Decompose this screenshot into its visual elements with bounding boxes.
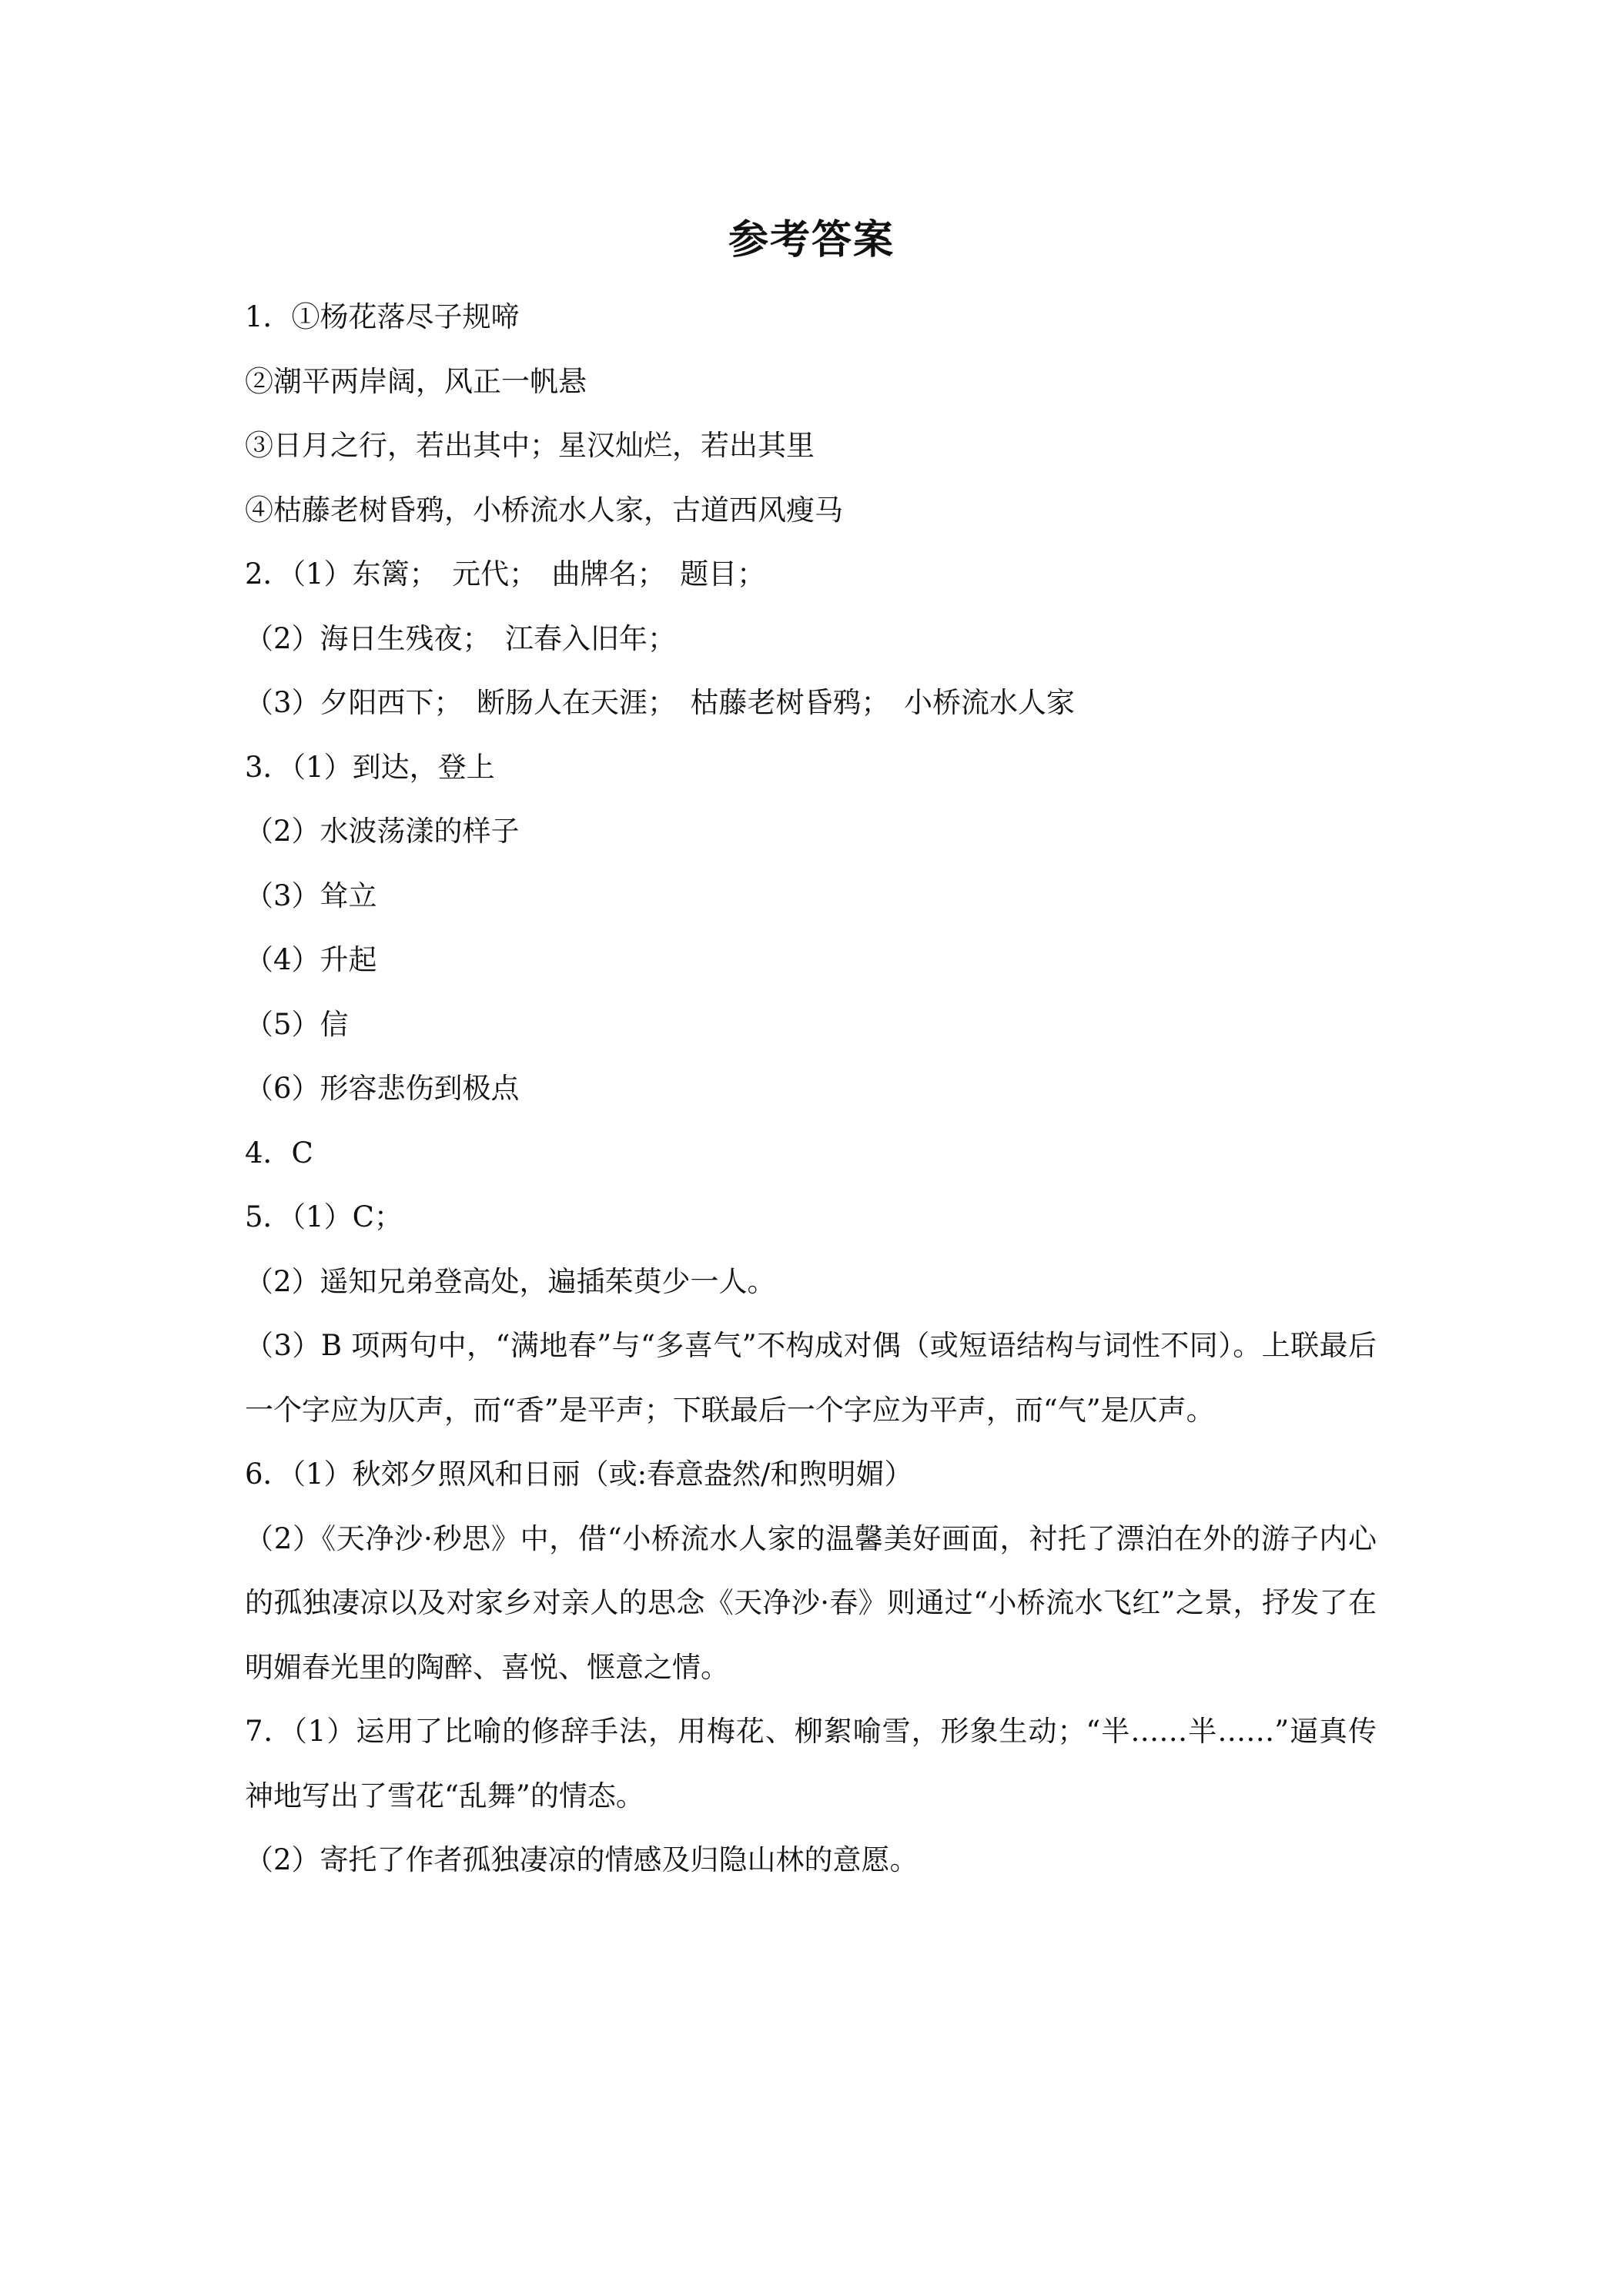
answer-3-part-5: （5）信 [245,1007,349,1041]
answer-3-part-3: （3）耸立 [245,879,377,912]
answer-2-part-3: （3）夕阳西下； 断肠人在天涯； 枯藤老树昏鸦； 小桥流水人家 [245,686,1076,719]
answer-4: 4．C [245,1136,313,1170]
answer-3-part-4: （4）升起 [245,943,377,976]
answer-3-part-1: 3．（1）到达，登上 [245,750,495,784]
answer-1-line-3: ③日月之行，若出其中；星汉灿烂，若出其里 [245,429,815,462]
answer-1-line-2: ②潮平两岸阔，风正一帆悬 [245,364,587,398]
answer-3-part-6: （6）形容悲伤到极点 [245,1072,520,1105]
answer-2-part-1: 2．（1）东篱； 元代； 曲牌名； 题目； [245,557,766,591]
answer-6-part-2: （2）《天净沙·秒思》中，借“小桥流水人家的温馨美好画面，衬托了漂泊在外的游子内心的孤独凄凉以及对家乡对亲人的思念《天净沙·春》则通过“小桥流水飞红”之景，抒发了在明媚春光里的陶醉、喜悦、惬意之情。 [245,1521,1377,1684]
answer-5-part-1: 5．（1）C； [245,1200,403,1233]
answer-3-part-2: （2）水波荡漾的样子 [245,815,520,848]
page-title: 参考答案 [728,216,895,263]
answer-1-line-1: 1．①杨花落尽子规啼 [245,300,520,333]
answer-6-part-1: 6．（1）秋郊夕照风和日丽（或:春意盎然/和煦明媚） [245,1458,913,1491]
answer-7-part-2: （2）寄托了作者孤独凄凉的情感及归隐山林的意愿。 [245,1843,919,1876]
answer-5-part-2: （2）遥知兄弟登高处，遍插茱萸少一人。 [245,1264,776,1298]
answer-1-line-4: ④枯藤老树昏鸦，小桥流水人家，古道西风瘦马 [245,493,843,527]
answer-2-part-2: （2）海日生残夜； 江春入旧年； [245,621,677,655]
answer-5-part-3: （3）B 项两句中，“满地春”与“多喜气”不构成对偶（或短语结构与词性不同）。上联最后一个字应为仄声，而“香”是平声；下联最后一个字应为平声，而“气”是仄声。 [245,1329,1377,1427]
answer-body [245,285,1377,1893]
answer-7-part-1: 7．（1）运用了比喻的修辞手法，用梅花、柳絮喻雪，形象生动；“半……半……”逼真传神地写出了雪花“乱舞”的情态。 [245,1715,1377,1812]
